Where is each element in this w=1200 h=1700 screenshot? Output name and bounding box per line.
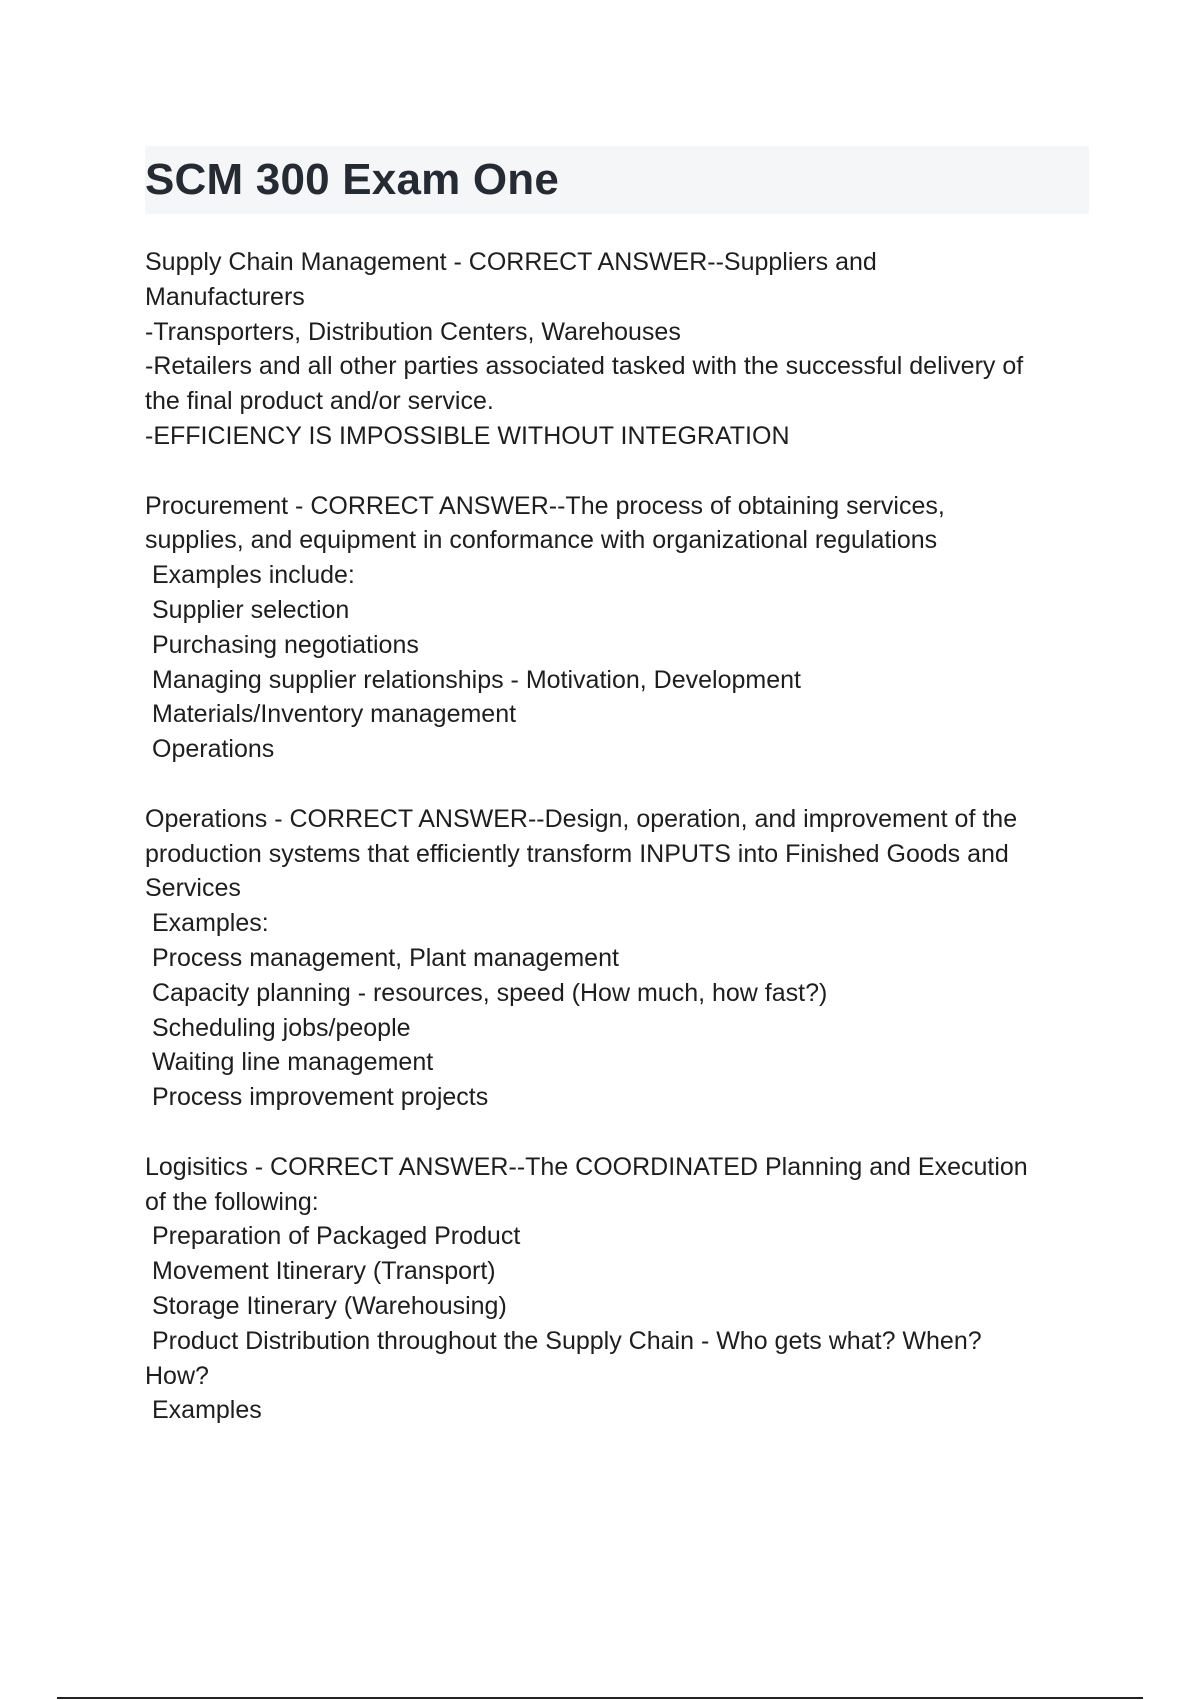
entry-text-line: Services bbox=[145, 874, 241, 903]
entry-text-line: Process improvement projects bbox=[152, 1083, 489, 1112]
entry-text-line: Scheduling jobs/people bbox=[152, 1013, 411, 1042]
entry-text-line: Examples bbox=[152, 1396, 262, 1425]
entry-text-line: Manufacturers bbox=[145, 282, 305, 311]
entry-text-line: Storage Itinerary (Warehousing) bbox=[152, 1291, 507, 1320]
page-title: SCM 300 Exam One bbox=[145, 155, 560, 204]
entry-term-line: Procurement - CORRECT ANSWER--The process of obtaining services, bbox=[145, 491, 945, 520]
entry-text-line: Process management, Plant management bbox=[152, 943, 619, 972]
entry-text-line: -EFFICIENCY IS IMPOSSIBLE WITHOUT INTEGRATION bbox=[145, 421, 790, 450]
entry-term-line: Logisitics - CORRECT ANSWER--The COORDINATED Planning and Execution bbox=[145, 1152, 1028, 1181]
qa-entry bbox=[145, 489, 1080, 767]
document-body bbox=[145, 245, 1080, 1463]
title-band bbox=[145, 146, 1089, 214]
entry-text-line: Product Distribution throughout the Supply Chain - Who gets what? When? bbox=[152, 1326, 982, 1355]
entry-text-line: Managing supplier relationships - Motivation, Development bbox=[152, 665, 801, 694]
qa-entry bbox=[145, 245, 1080, 454]
entry-term-line: Operations - CORRECT ANSWER--Design, operation, and improvement of the bbox=[145, 804, 1018, 833]
entry-term-line: Supply Chain Management - CORRECT ANSWER--Suppliers and bbox=[145, 248, 877, 276]
entry-text-line: Supplier selection bbox=[152, 595, 350, 624]
entry-text-line: supplies, and equipment in conformance with organizational regulations bbox=[145, 526, 938, 555]
entry-text-line: of the following: bbox=[145, 1187, 319, 1216]
entry-text-line: Preparation of Packaged Product bbox=[152, 1222, 521, 1251]
entry-text-line: Capacity planning - resources, speed (How much, how fast?) bbox=[152, 978, 828, 1007]
entry-text-line: Waiting line management bbox=[152, 1048, 434, 1077]
entry-text-line: How? bbox=[145, 1361, 209, 1390]
entry-text-line: -Transporters, Distribution Centers, Warehouses bbox=[145, 317, 681, 346]
entry-text-line: Examples: bbox=[152, 909, 269, 938]
qa-entry bbox=[145, 1150, 1080, 1428]
entry-text-line: the final product and/or service. bbox=[145, 387, 494, 416]
entry-text-line: Materials/Inventory management bbox=[152, 700, 517, 729]
footer-divider bbox=[57, 1697, 1143, 1699]
entry-text-line: Operations bbox=[152, 735, 275, 764]
entry-text-line: Purchasing negotiations bbox=[152, 630, 419, 659]
entry-text-line: Examples include: bbox=[152, 561, 355, 590]
entry-text-line: production systems that efficiently transform INPUTS into Finished Goods and bbox=[145, 839, 1009, 868]
qa-entry bbox=[145, 802, 1080, 1115]
entry-text-line: Movement Itinerary (Transport) bbox=[152, 1257, 496, 1286]
entry-text-line: -Retailers and all other parties associated tasked with the successful delivery of bbox=[145, 352, 1024, 381]
